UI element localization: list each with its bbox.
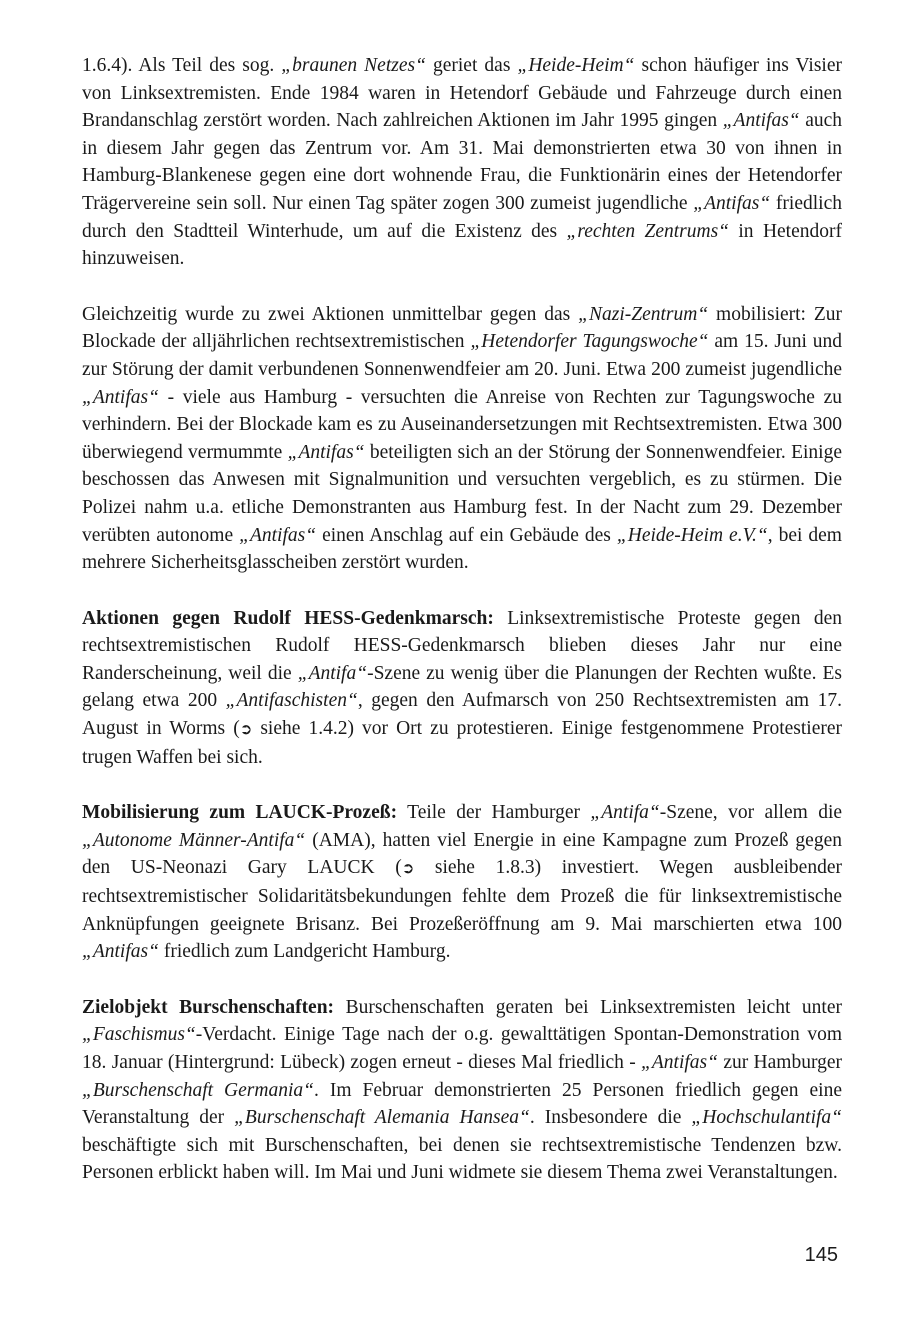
italic-term: „Antifas“	[82, 386, 159, 408]
italic-term: „braunen Netzes“	[281, 55, 426, 76]
italic-term: „Antifaschisten“	[225, 690, 358, 712]
text-run: in Hetendorf hinzuweisen.	[82, 220, 842, 270]
document-page	[82, 52, 842, 1215]
page-number: 145	[804, 1244, 838, 1266]
text-run: mobilisiert: Zur Blockade der alljährlichen rechtsextremistischen	[82, 303, 842, 353]
text-run: schon häufiger ins Visier von Linksextremisten. Ende 1984 waren in Hetendorf Gebäude und Fahrzeuge durch einen Brandanschlag zerstört worden. Nach zahlreichen Aktionen im Jahr 1995 gingen	[82, 55, 842, 132]
italic-term: „Antifas“	[693, 192, 771, 214]
paragraph-lauck-prozess	[82, 799, 842, 966]
section-heading: Mobilisierung zum LAUCK-Prozeß:	[82, 802, 398, 824]
text-run: -Szene zu wenig über die Planungen der Rechten wußte. Es gelang etwa 200	[82, 662, 842, 712]
paragraph-nazi-zentrum	[82, 301, 842, 577]
section-heading: Aktionen gegen Rudolf HESS-Gedenkmarsch:	[82, 607, 494, 629]
text-run: am 15. Juni und zur Störung der damit verbundenen Sonnenwendfeier am 20. Juni. Etwa 200 zumeist jugendliche	[82, 331, 842, 380]
text-run: -Verdacht. Einige Tage nach der o.g. gewalttätigen Spontan-Demonstration vom 18. Januar (Hintergrund: Lübeck) zogen erneut - dieses Mal friedlich -	[82, 1024, 842, 1073]
reference-arrow-icon: ➲	[401, 859, 415, 878]
section-heading: Zielobjekt Burschenschaften:	[82, 996, 335, 1018]
italic-term: „Burschenschaft Germania“	[82, 1079, 314, 1101]
text-run: siehe 1.8.3) investiert. Wegen ausbleibender rechtsextremistischer Solidaritätsbekundungen fehlte dem Prozeß die für linksextremistische Anknüpfungen geeignete Brisanz. Bei Prozeßeröffnung am 9. Mai marschierten etwa 100	[82, 857, 842, 935]
paragraph-heide-heim	[82, 52, 842, 273]
paragraph-hess-gedenkmarsch	[82, 605, 842, 772]
italic-term: „Hetendorfer Tagungswoche“	[470, 331, 709, 353]
italic-term: „Faschismus“	[82, 1024, 196, 1046]
text-run: beteiligten sich an der Störung der Sonnenwendfeier. Einige beschossen das Anwesen mit Signalmunition und versuchten vergeblich, es zu stürmen. Die Polizei nahm u.a. etliche Demonstranten aus Hamburg fest. In der Nacht zum 29. Dezember verübten autonome	[82, 441, 842, 546]
text-run: 1.6.4). Als Teil des sog.	[82, 55, 282, 76]
text-run: auch in diesem Jahr gegen das Zentrum vor. Am 31. Mai demonstrierten etwa 30 von ihnen in Hamburg-Blankenese gegen eine dort wohnende Frau, die Funktionärin eines der Hetendorfer Trägervereine sein soll. Nur einen Tag später zogen 300 zumeist jugendliche	[82, 110, 843, 214]
italic-term: „Nazi-Zentrum“	[578, 303, 709, 325]
text-run: Linksextremistische Proteste gegen den rechtsextremistischen Rudolf HESS-Gedenkmarsch blieben dieses Jahr nur eine Randerscheinung, weil die	[82, 607, 843, 684]
text-run: siehe 1.4.2) vor Ort zu protestieren. Einige festgenommene Protestierer trugen Waffen bei sich.	[82, 718, 842, 768]
text-run: , bei dem mehrere Sicherheitsglasscheiben zerstört wurden.	[82, 524, 842, 574]
text-run: -Szene, vor allem die	[659, 802, 843, 824]
text-run: friedlich zum Landgericht Hamburg.	[158, 941, 451, 963]
text-run: einen Anschlag auf ein Gebäude des	[316, 524, 617, 546]
text-run: . Im Februar demonstrierten 25 Personen friedlich gegen eine Veranstaltung der	[82, 1079, 843, 1129]
italic-term: „Autonome Männer-Antifa“	[82, 829, 306, 851]
text-run: - viele aus Hamburg - versuchten die Anreise von Rechten zur Tagungswoche zu verhindern. Bei der Blockade kam es zu Auseinandersetzungen mit Rechtsextremisten. Etwa 300 überwiegend vermummte	[82, 386, 842, 463]
italic-term: „Antifa“	[297, 662, 368, 684]
text-run: Burschenschaften geraten bei Linksextremisten leicht unter	[334, 996, 842, 1018]
text-run: beschäftigte sich mit Burschenschaften, bei denen sie rechtsextremistische Tendenzen bzw. Personen erblickt haben will. Im Mai und Juni widmete sie diesem Thema zwei Veranstaltungen.	[82, 1134, 842, 1184]
italic-term: „Antifas“	[287, 441, 365, 463]
text-run: , gegen den Aufmarsch von 250 Rechtsextremisten am 17. August in Worms (	[82, 690, 842, 740]
italic-term: „Heide-Heim“	[517, 55, 635, 76]
italic-term: „Burschenschaft Alemania Hansea“	[234, 1107, 530, 1129]
reference-arrow-icon: ➲	[239, 720, 253, 739]
italic-term: „rechten Zentrums“	[566, 220, 730, 242]
text-run: geriet das	[425, 55, 518, 76]
italic-term: „Antifas“	[722, 110, 800, 132]
text-run: . Insbesondere die	[529, 1107, 692, 1129]
text-run: friedlich durch den Stadtteil Winterhude, um auf die Existenz des	[82, 192, 842, 242]
italic-term: „Heide-Heim e.V.“	[616, 524, 768, 546]
italic-term: „Antifa“	[590, 802, 660, 824]
paragraph-burschenschaften	[82, 994, 842, 1187]
text-run: Teile der Hamburger	[397, 802, 591, 824]
text-run: Gleichzeitig wurde zu zwei Aktionen unmittelbar gegen das	[82, 303, 579, 325]
text-run: (AMA), hatten viel Energie in eine Kampagne zum Prozeß gegen den US-Neonazi Gary LAUCK (	[82, 829, 842, 879]
text-run: zur Hamburger	[718, 1052, 842, 1073]
italic-term: „Antifas“	[82, 941, 159, 963]
italic-term: „Antifas“	[239, 524, 317, 546]
italic-term: „Hochschulantifa“	[691, 1107, 842, 1129]
italic-term: „Antifas“	[641, 1052, 718, 1073]
